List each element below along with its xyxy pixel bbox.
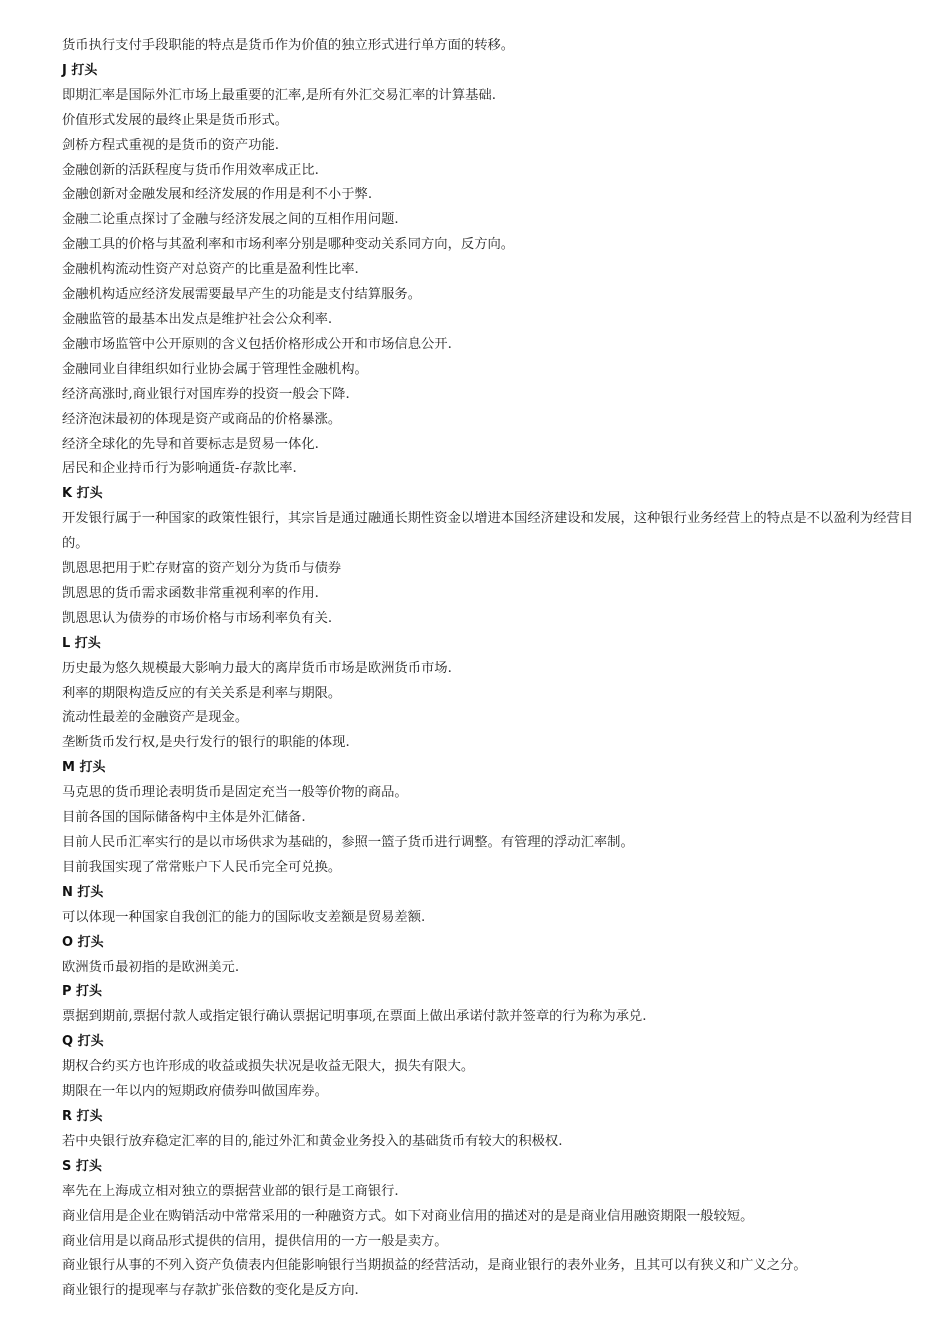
section-heading: J 打头	[62, 62, 98, 78]
text-line: 目前各国的国际储备构中主体是外汇储备.	[62, 810, 306, 826]
text-line: 利率的期限构造反应的有关关系是利率与期限。	[62, 685, 342, 701]
section-heading: L 打头	[62, 635, 101, 651]
section-heading: O 打头	[62, 934, 104, 950]
text-line: 流动性最差的金融资产是现金。	[62, 710, 249, 726]
text-line: 垄断货币发行权,是央行发行的银行的职能的体现.	[62, 735, 350, 751]
text-line: 经济高涨时,商业银行对国库券的投资一般会下降.	[62, 386, 350, 402]
text-line: 目前人民币汇率实行的是以市场供求为基础的，参照一篮子货币进行调整。有管理的浮动汇率制。	[62, 835, 634, 850]
text-line: 期限在一年以内的短期政府债券叫做国库券。	[62, 1084, 328, 1100]
section-heading: N 打头	[62, 884, 104, 900]
section-heading: P 打头	[62, 984, 103, 1000]
section-heading: S 打头	[62, 1158, 102, 1174]
text-line: 经济泡沫最初的体现是资产或商品的价格暴涨。	[62, 411, 342, 427]
text-line: 金融创新的活跃程度与货币作用效率成正比.	[62, 162, 319, 178]
text-line: 价值形式发展的最终止果是货币形式。	[62, 112, 289, 128]
text-line: 居民和企业持币行为影响通货-存款比率.	[62, 461, 297, 477]
text-line: 金融二论重点探讨了金融与经济发展之间的互相作用问题.	[62, 212, 399, 228]
text-line: 商业银行的提现率与存款扩张倍数的变化是反方向.	[62, 1283, 359, 1299]
text-line: 马克思的货币理论表明货币是固定充当一般等价物的商品。	[62, 785, 408, 801]
text-line: 率先在上海成立相对独立的票据营业部的银行是工商银行.	[62, 1183, 399, 1199]
text-line: 即期汇率是国际外汇市场上最重要的汇率,是所有外汇交易汇率的计算基础.	[62, 87, 496, 103]
text-line: 商业信用是以商品形式提供的信用，提供信用的一方一般是卖方。	[62, 1233, 448, 1249]
text-line: 商业信用是企业在购销活动中常常采用的一种融资方式。如下对商业信用的描述对的是是商业信用融资期限一般较短。	[62, 1208, 754, 1224]
text-line: 凯恩思的货币需求函数非常重视利率的作用.	[62, 585, 319, 601]
text-line: 金融创新对金融发展和经济发展的作用是利不小于弊.	[62, 187, 373, 203]
section-heading: K 打头	[62, 486, 103, 502]
text-line: 凯恩思认为债券的市场价格与市场利率负有关.	[62, 610, 333, 626]
section-heading: R 打头	[62, 1108, 103, 1124]
text-line: 金融工具的价格与其盈利率和市场利率分别是哪种变动关系同方向，反方向。	[62, 237, 515, 253]
text-line: 剑桥方程式重视的是货币的资产功能.	[62, 137, 279, 153]
text-line: 金融同业自律组织如行业协会属于管理性金融机构。	[62, 361, 368, 377]
text-line: 欧洲货币最初指的是欧洲美元.	[62, 959, 240, 975]
text-line: 开发银行属于一种国家的政策性银行，其宗旨是通过融通长期性资金以增进本国经济建设和发展，这种银行业务经营上的特点是不以盈利为经营目的。	[62, 511, 913, 552]
text-line: 经济全球化的先导和首要标志是贸易一体化.	[62, 436, 319, 452]
text-line: 金融市场监管中公开原则的含义包括价格形成公开和市场信息公开.	[62, 336, 452, 352]
text-line: 期权合约买方也许形成的收益或损失状况是收益无限大，损失有限大。	[62, 1059, 475, 1075]
text-line: 金融监管的最基本出发点是维护社会公众利率.	[62, 311, 333, 327]
text-line: 可以体现一种国家自我创汇的能力的国际收支差额是贸易差额.	[62, 909, 426, 925]
text-line: 金融机构适应经济发展需要最早产生的功能是支付结算服务。	[62, 287, 422, 303]
document-page	[62, 34, 914, 1304]
text-line: 商业银行从事的不列入资产负债表内但能影响银行当期损益的经营活动，是商业银行的表外业务，且其可以有狭义和广义之分。	[62, 1258, 807, 1274]
text-line: 票据到期前,票据付款人或指定银行确认票据记明事项,在票面上做出承诺付款并签章的行为称为承兑.	[62, 1009, 647, 1025]
text-line: 金融机构流动性资产对总资产的比重是盈利性比率.	[62, 262, 359, 278]
text-line: 若中央银行放弃稳定汇率的目的,能过外汇和黄金业务投入的基础货币有较大的积极权.	[62, 1133, 563, 1149]
text-line: 凯恩思把用于贮存财富的资产划分为货币与债券	[62, 561, 342, 577]
text-line: 目前我国实现了常常账户下人民币完全可兑换。	[62, 859, 342, 875]
text-line: 货币执行支付手段职能的特点是货币作为价值的独立形式进行单方面的转移。	[62, 38, 515, 53]
text-line: 历史最为悠久规模最大影响力最大的离岸货币市场是欧洲货币市场.	[62, 660, 452, 676]
section-heading: M 打头	[62, 760, 106, 776]
section-heading: Q 打头	[62, 1034, 104, 1050]
